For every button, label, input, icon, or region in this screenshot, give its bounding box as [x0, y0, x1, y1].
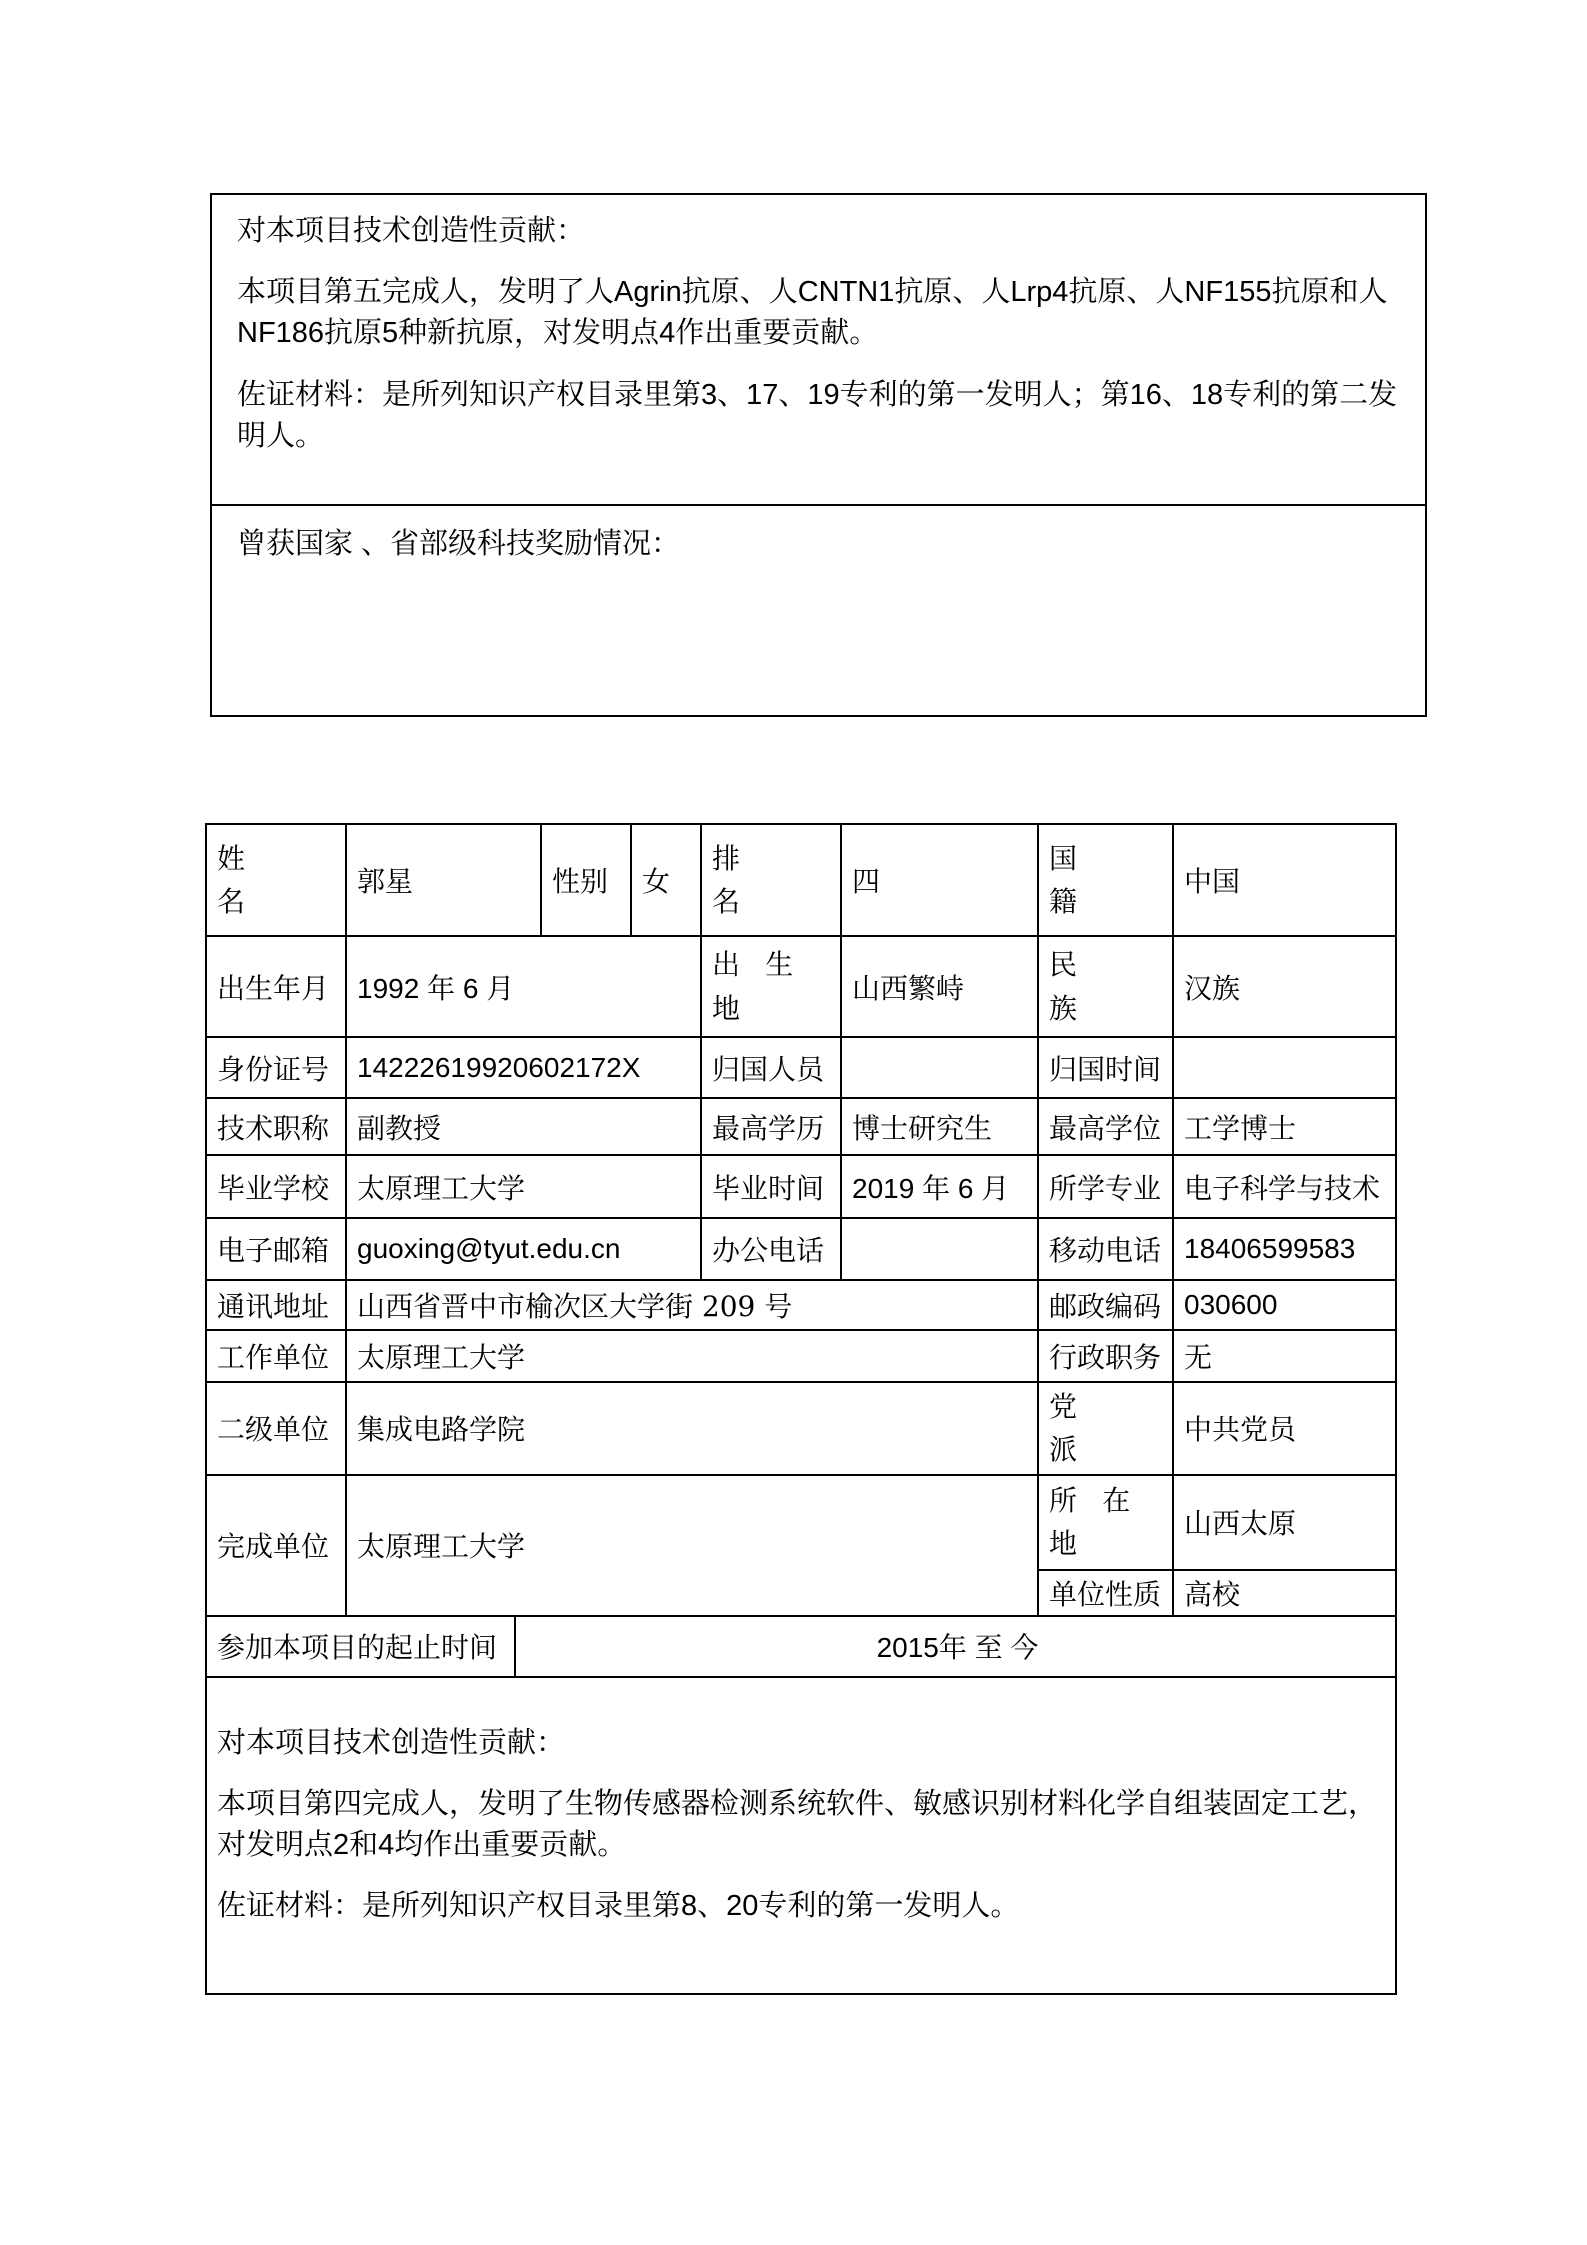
location-label-cell: [1038, 1475, 1173, 1570]
major-label: 所学专业: [1038, 1155, 1173, 1218]
mobile-value: 18406599583: [1173, 1218, 1396, 1280]
education-value: 博士研究生: [841, 1098, 1038, 1155]
school-label: 毕业学校: [206, 1155, 346, 1218]
table-row: [206, 1475, 1396, 1570]
table-row: [206, 1098, 1396, 1155]
degree-value: 工学博士: [1173, 1098, 1396, 1155]
birthplace-label-cell: [701, 936, 841, 1037]
address-label: 通讯地址: [206, 1280, 346, 1330]
grad-time-label: 毕业时间: [701, 1155, 841, 1218]
nationality-label-cell: [1038, 824, 1173, 936]
nationality-value: 中国: [1173, 824, 1396, 936]
secondary-unit-label: 二级单位: [206, 1382, 346, 1475]
party-label-cell: [1038, 1382, 1173, 1475]
name-value: 郭星: [346, 824, 541, 936]
awards-heading: 曾获国家 、省部级科技奖励情况：: [237, 528, 681, 560]
address-value: 山西省晋中市榆次区大学街 209 号: [346, 1280, 1038, 1330]
table-row: [206, 1382, 1396, 1475]
gender-label: 性别: [541, 824, 631, 936]
name-label-cell: [206, 824, 346, 936]
title-label: 技术职称: [206, 1098, 346, 1155]
contribution-title: 对本项目技术创造性贡献：: [237, 215, 586, 247]
admin-post-value: 无: [1173, 1330, 1396, 1382]
unit-type-value: 高校: [1173, 1570, 1396, 1616]
title-value: 副教授: [346, 1098, 701, 1155]
contribution-evidence: 佐证材料：是所列知识产权目录里第3、17、19专利的第一发明人；第16、18专利的第二发明人。: [237, 378, 1398, 452]
table-row: [206, 1616, 1396, 1677]
name-label: 姓名: [217, 842, 246, 917]
employer-label: 工作单位: [206, 1330, 346, 1382]
table-row: [206, 1280, 1396, 1330]
duration-value: 2015年 至 今: [515, 1616, 1396, 1677]
office-phone-value: [841, 1218, 1038, 1280]
lower-contribution-body: 本项目第四完成人，发明了生物传感器检测系统软件、敏感识别材料化学自组装固定工艺，对发明点2和4均作出重要贡献。: [217, 1788, 1378, 1862]
party-value: 中共党员: [1173, 1382, 1396, 1475]
major-value: 电子科学与技术: [1173, 1155, 1396, 1218]
party-label: 党派: [1049, 1391, 1078, 1466]
email-label: 电子邮箱: [206, 1218, 346, 1280]
table-row: [206, 824, 1396, 936]
lower-contribution-title: 对本项目技术创造性贡献：: [217, 1726, 566, 1759]
table-row: [206, 1155, 1396, 1218]
location-value: 山西太原: [1173, 1475, 1396, 1570]
gender-value: 女: [631, 824, 701, 936]
returnee-value: [841, 1037, 1038, 1098]
completion-unit-value: 太原理工大学: [346, 1475, 1038, 1616]
postcode-label: 邮政编码: [1038, 1280, 1173, 1330]
ethnicity-value: 汉族: [1173, 936, 1396, 1037]
table-row: [206, 1218, 1396, 1280]
return-time-label: 归国时间: [1038, 1037, 1173, 1098]
nationality-label: 国籍: [1049, 842, 1078, 917]
mobile-label: 移动电话: [1038, 1218, 1173, 1280]
table-row: [206, 1330, 1396, 1382]
ethnicity-label-cell: [1038, 936, 1173, 1037]
upper-contribution-cell: [212, 195, 1425, 506]
birthplace-value: 山西繁峙: [841, 936, 1038, 1037]
contribution-body: 本项目第五完成人，发明了人Agrin抗原、人CNTN1抗原、人Lrp4抗原、人NF155抗原和人NF186抗原5种新抗原，对发明点4作出重要贡献。: [237, 276, 1388, 350]
profile-table: [205, 823, 1397, 1995]
id-value: 14222619920602172X: [346, 1037, 701, 1098]
lower-contribution-evidence: 佐证材料：是所列知识产权目录里第8、20专利的第一发明人。: [217, 1890, 1020, 1923]
rank-label: 排名: [712, 842, 741, 917]
return-time-value: [1173, 1037, 1396, 1098]
ethnicity-label: 民族: [1049, 949, 1078, 1024]
birth-value: 1992 年 6 月: [346, 936, 701, 1037]
grad-time-value: 2019 年 6 月: [841, 1155, 1038, 1218]
office-phone-label: 办公电话: [701, 1218, 841, 1280]
email-value: guoxing@tyut.edu.cn: [346, 1218, 701, 1280]
rank-value: 四: [841, 824, 1038, 936]
unit-type-label: 单位性质: [1038, 1570, 1173, 1616]
secondary-unit-value: 集成电路学院: [346, 1382, 1038, 1475]
degree-label: 最高学位: [1038, 1098, 1173, 1155]
birthplace-label: 出生地: [712, 949, 794, 1024]
employer-value: 太原理工大学: [346, 1330, 1038, 1382]
postcode-value: 030600: [1173, 1280, 1396, 1330]
table-row: [206, 1677, 1396, 1994]
rank-label-cell: [701, 824, 841, 936]
admin-post-label: 行政职务: [1038, 1330, 1173, 1382]
location-label: 所在地: [1049, 1484, 1131, 1560]
upper-contribution-box: [210, 193, 1427, 717]
birth-label: 出生年月: [206, 936, 346, 1037]
lower-contribution-cell: [206, 1677, 1396, 1994]
completion-unit-label: 完成单位: [206, 1475, 346, 1616]
id-label: 身份证号: [206, 1037, 346, 1098]
returnee-label: 归国人员: [701, 1037, 841, 1098]
school-value: 太原理工大学: [346, 1155, 701, 1218]
awards-cell: [212, 506, 1425, 565]
table-row: [206, 1037, 1396, 1098]
education-label: 最高学历: [701, 1098, 841, 1155]
table-row: [206, 936, 1396, 1037]
duration-label: 参加本项目的起止时间: [206, 1616, 515, 1677]
